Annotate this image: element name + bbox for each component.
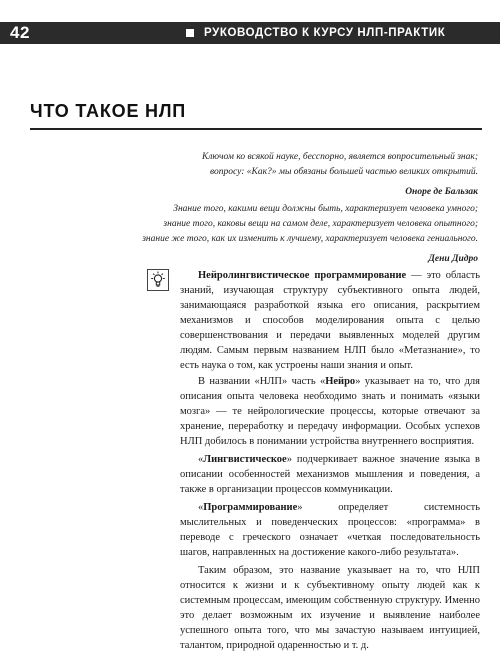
page-number: 42 (10, 23, 30, 42)
body-paragraph: «Лингвистическое» подчеркивает важное значение языка в описании особенностей механизмов мышления и поведения, а также в организации процессов коммуникации. (180, 454, 480, 495)
epigraph-line: Ключом ко всякой науке, бесспорно, является вопросительный знак; (201, 152, 478, 162)
epigraph-line: знание же того, как их изменить к лучшему, характеризует человека гениального. (142, 234, 478, 244)
term-bold: Программирование (203, 502, 298, 513)
epigraph-balzac (78, 150, 478, 200)
body-paragraph: В названии «НЛП» часть «Нейро» указывает на то, что для описания опыта человека необходимо знать и понимать «языки мозга» — те нейрологические процессы, которые отвечают за хранение, переработку и передачу информации. Особых успехов НЛП добилось в понимании устройства внутреннего восприятия. (180, 376, 480, 447)
title-divider (30, 128, 482, 130)
epigraph-line: знание того, каковы вещи на самом деле, характеризует человека опытного; (163, 219, 478, 229)
term-bold: Нейролингвистическое программирование (198, 270, 407, 281)
running-header-bar (0, 22, 500, 44)
epigraph-line: вопросу: «Как?» мы обязаны большей частью великих открытий. (210, 167, 478, 177)
chapter-title: ЧТО ТАКОЕ НЛП (30, 101, 187, 121)
intro-paragraph-block (180, 268, 480, 373)
square-icon (186, 29, 194, 37)
body-paragraph: Таким образом, это название указывает на то, что НЛП относится к жизни и к субъективному опыту людей как к системным процессам, имеющим собственную структуру. Именно это делает возможным их изучение и выявление наиболее успешного опыта того, что мы зачастую называем интуицией, талантом, природной одаренностью и т. д. (180, 565, 480, 651)
epigraph-author: Дени Дидро (428, 254, 478, 264)
epigraph-line: Знание того, какими вещи должны быть, характеризует человека умного; (173, 204, 478, 214)
epigraph-diderot (8, 202, 478, 267)
main-text-block (180, 374, 480, 656)
body-paragraph: «Программирование» определяет системность мыслительных и поведенческих процессов: «программа» в переводе с греческого означает «четкая последовательность шагов, направленных на достижение какого-либо результата». (180, 502, 480, 558)
term-bold: Лингвистическое (203, 454, 287, 465)
epigraph-author: Оноре де Бальзак (405, 187, 478, 197)
lightbulb-icon (147, 269, 169, 291)
running-header-title: РУКОВОДСТВО К КУРСУ НЛП-ПРАКТИК (204, 27, 446, 39)
body-paragraph: Нейролингвистическое программирование — это область знаний, изучающая структуру субъективного опыта людей, занимающаяся разработкой языка его описания, раскрытием механизмов и способов моделирования опыта с целью совершенствования и передачи выявленных моделей другим людям. Самым первым названием НЛП было «Метазнание», то есть наука о том, как устроены наши знания и опыт. (180, 270, 480, 371)
term-bold: Нейро (325, 376, 356, 387)
